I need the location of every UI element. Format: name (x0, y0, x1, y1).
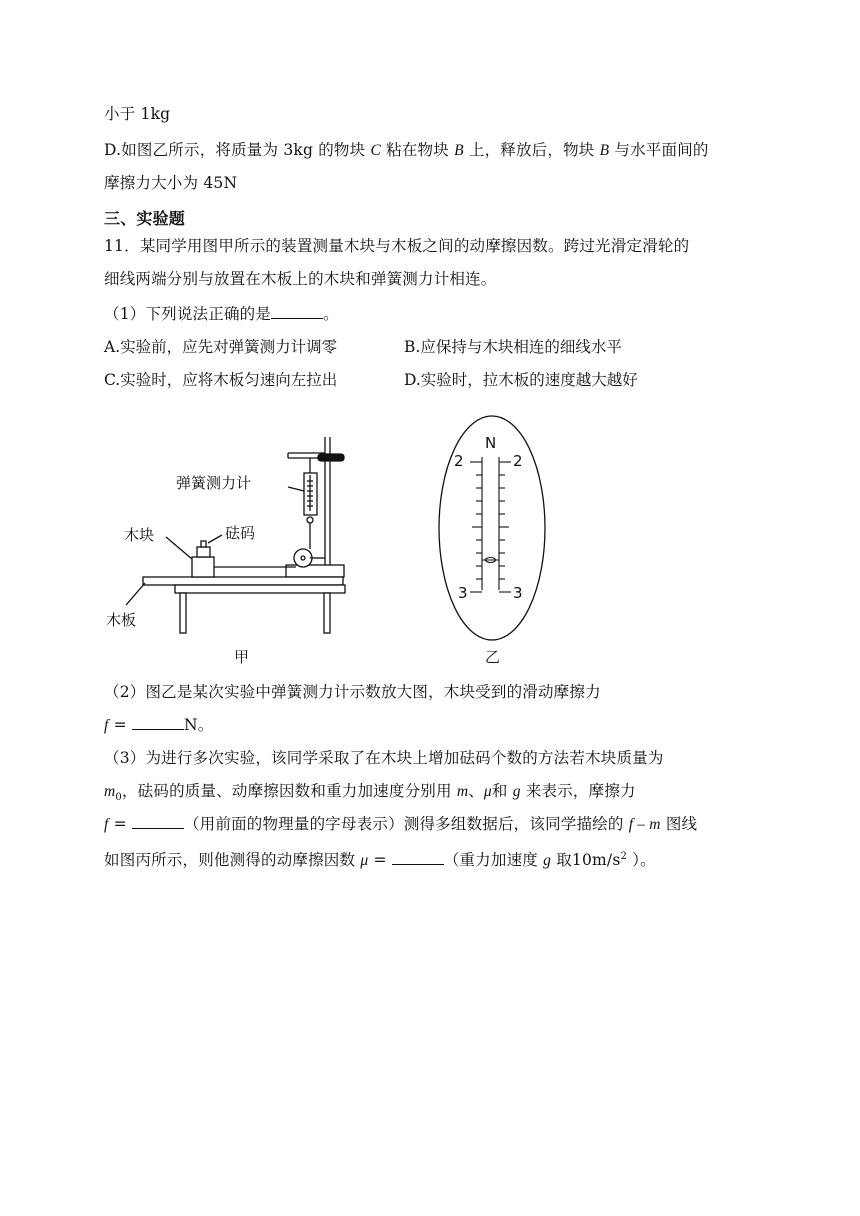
caption-yi: 乙 (485, 648, 501, 666)
var-f: f (104, 717, 109, 734)
clamp (318, 454, 344, 461)
q11-intro-line2: 细线两端分别与放置在木板上的木块和弹簧测力计相连。 (104, 270, 497, 288)
answer-blank[interactable] (271, 304, 323, 319)
subscript: 0 (115, 792, 122, 804)
q11-part2-line2 (104, 714, 213, 737)
var-mu: μ (483, 783, 492, 800)
unit-text: N。 (183, 716, 214, 734)
equals: = (368, 851, 392, 870)
var-b: B (454, 142, 464, 159)
var-g: g (512, 783, 521, 800)
weight (197, 547, 210, 557)
option-a: A.实验前，应先对弹簧测力计调零 (104, 338, 338, 356)
var-c: C (370, 142, 382, 159)
figure-yi (430, 410, 560, 672)
part1-text: 。 (323, 305, 339, 323)
caption-jia: 甲 (234, 648, 250, 666)
label-spring-scale: 弹簧测力计 (176, 474, 252, 492)
separator: 、 (468, 782, 484, 800)
var-g: g (543, 852, 552, 870)
q11-part3-line2 (104, 780, 636, 809)
option-d-text: 粘在物块 (381, 141, 455, 159)
var-m: m (456, 783, 469, 800)
block (192, 557, 214, 577)
part3-text: 取 (551, 851, 572, 870)
g-value: 10m/s (571, 851, 621, 870)
var-f: f (104, 816, 109, 833)
q11-intro-line1: 11．某同学用图甲所示的装置测量木块与木板之间的动摩擦因数。跨过光滑定滑轮的 (104, 237, 690, 255)
scale-ticks (470, 457, 511, 592)
q11-part3-line3 (104, 813, 697, 836)
wooden-board (143, 577, 343, 585)
section-title: 三、实验题 (104, 209, 186, 228)
prev-question-text: 小于 1kg (104, 105, 171, 123)
part3-text: 和 (491, 782, 513, 800)
prev-question-line (104, 103, 170, 125)
label-block: 木块 (124, 526, 155, 544)
label-weight: 砝码 (225, 524, 256, 542)
tick-label: 2 (513, 452, 523, 470)
option-d-text: 摩擦力大小为 45N (104, 174, 238, 192)
q11-part3-line1: （3）为进行多次实验，该同学采取了在木块上增加砝码个数的方法若木块质量为 (104, 749, 664, 767)
part1-text: （1）下列说法正确的是 (104, 305, 272, 323)
unit-label: N (485, 434, 497, 452)
answer-blank[interactable] (392, 850, 444, 865)
answer-blank[interactable] (132, 814, 184, 829)
option-d: D.实验时，拉木板的速度越大越好 (404, 371, 638, 389)
prev-option-d-line2 (104, 172, 237, 194)
tick-label: 2 (454, 452, 464, 470)
part3-text: ，砝码的质量、动摩擦因数和重力加速度分别用 (121, 782, 457, 800)
table-top (175, 585, 345, 593)
q11-part3-line4 (104, 846, 656, 872)
option-b: B.应保持与木块相连的细线水平 (404, 338, 622, 356)
var-m0: m (104, 783, 116, 800)
superscript: 2 (620, 851, 628, 862)
tick-label: 3 (458, 584, 468, 602)
option-d-text: D.如图乙所示，将质量为 3kg 的物块 (104, 141, 371, 159)
part3-text: 来表示，摩擦力 (520, 782, 636, 800)
var-mu: μ (360, 852, 369, 870)
label-board: 木板 (106, 611, 137, 629)
var-f-m: f – m (628, 816, 661, 833)
option-d-text: 与水平面间的 (609, 141, 709, 159)
equals: = (108, 716, 132, 734)
option-d-text: 上，释放后，物块 (463, 141, 600, 159)
option-c: C.实验时，应将木板匀速向左拉出 (104, 371, 338, 389)
equals: = (108, 815, 132, 833)
prev-option-d-line1 (104, 139, 709, 162)
part3-text: ）。 (627, 851, 656, 870)
part3-text: （用前面的物理量的字母表示）测得多组数据后，该同学描绘的 (183, 815, 629, 833)
answer-blank[interactable] (132, 715, 184, 730)
q11-part1 (104, 303, 339, 325)
part3-text: 图线 (660, 815, 698, 833)
var-b: B (599, 142, 610, 159)
figure-jia (100, 425, 360, 670)
q11-part2-line1: （2）图乙是某次实验中弹簧测力计示数放大图，木块受到的滑动摩擦力 (104, 683, 601, 701)
tick-label: 3 (513, 584, 523, 602)
part3-text: （重力加速度 (443, 851, 544, 870)
part3-text: 如图丙所示，则他测得的动摩擦因数 (104, 851, 361, 870)
pulley (294, 549, 312, 567)
